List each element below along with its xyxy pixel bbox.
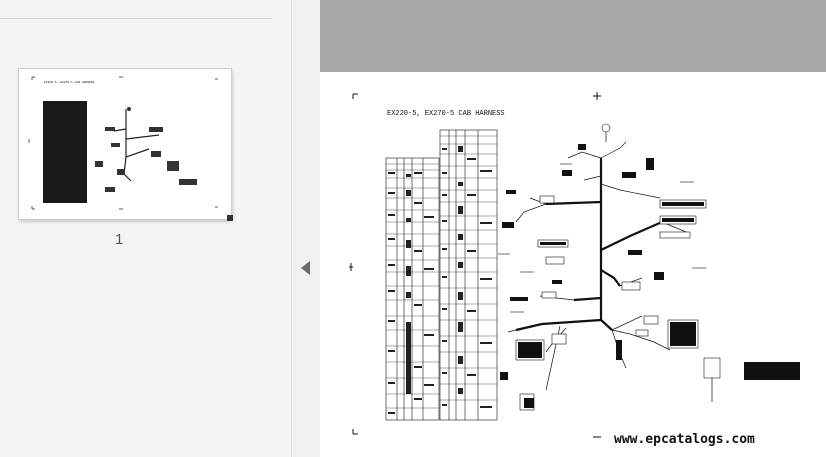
thumbnail-resize-handle [227, 215, 233, 221]
triangle-left-icon[interactable] [299, 259, 313, 277]
viewer-header-bar [320, 0, 826, 72]
document-title: EX220-5, EX270-5 CAB HARNESS [387, 110, 505, 118]
thumbnail-sidebar [0, 0, 292, 457]
document-page [320, 72, 826, 457]
thumbnail-title: EX220-5, EX270-5 CAB HARNESS [44, 81, 95, 84]
document-viewer [320, 0, 826, 457]
page-thumbnail-1[interactable] [19, 69, 231, 219]
thumbnail-drawing [19, 69, 231, 219]
sidebar-divider [0, 18, 272, 19]
watermark-link[interactable]: www.epcatalogs.com [614, 432, 755, 447]
page-number-label: 1 [115, 231, 124, 248]
harness-drawing [320, 72, 826, 457]
